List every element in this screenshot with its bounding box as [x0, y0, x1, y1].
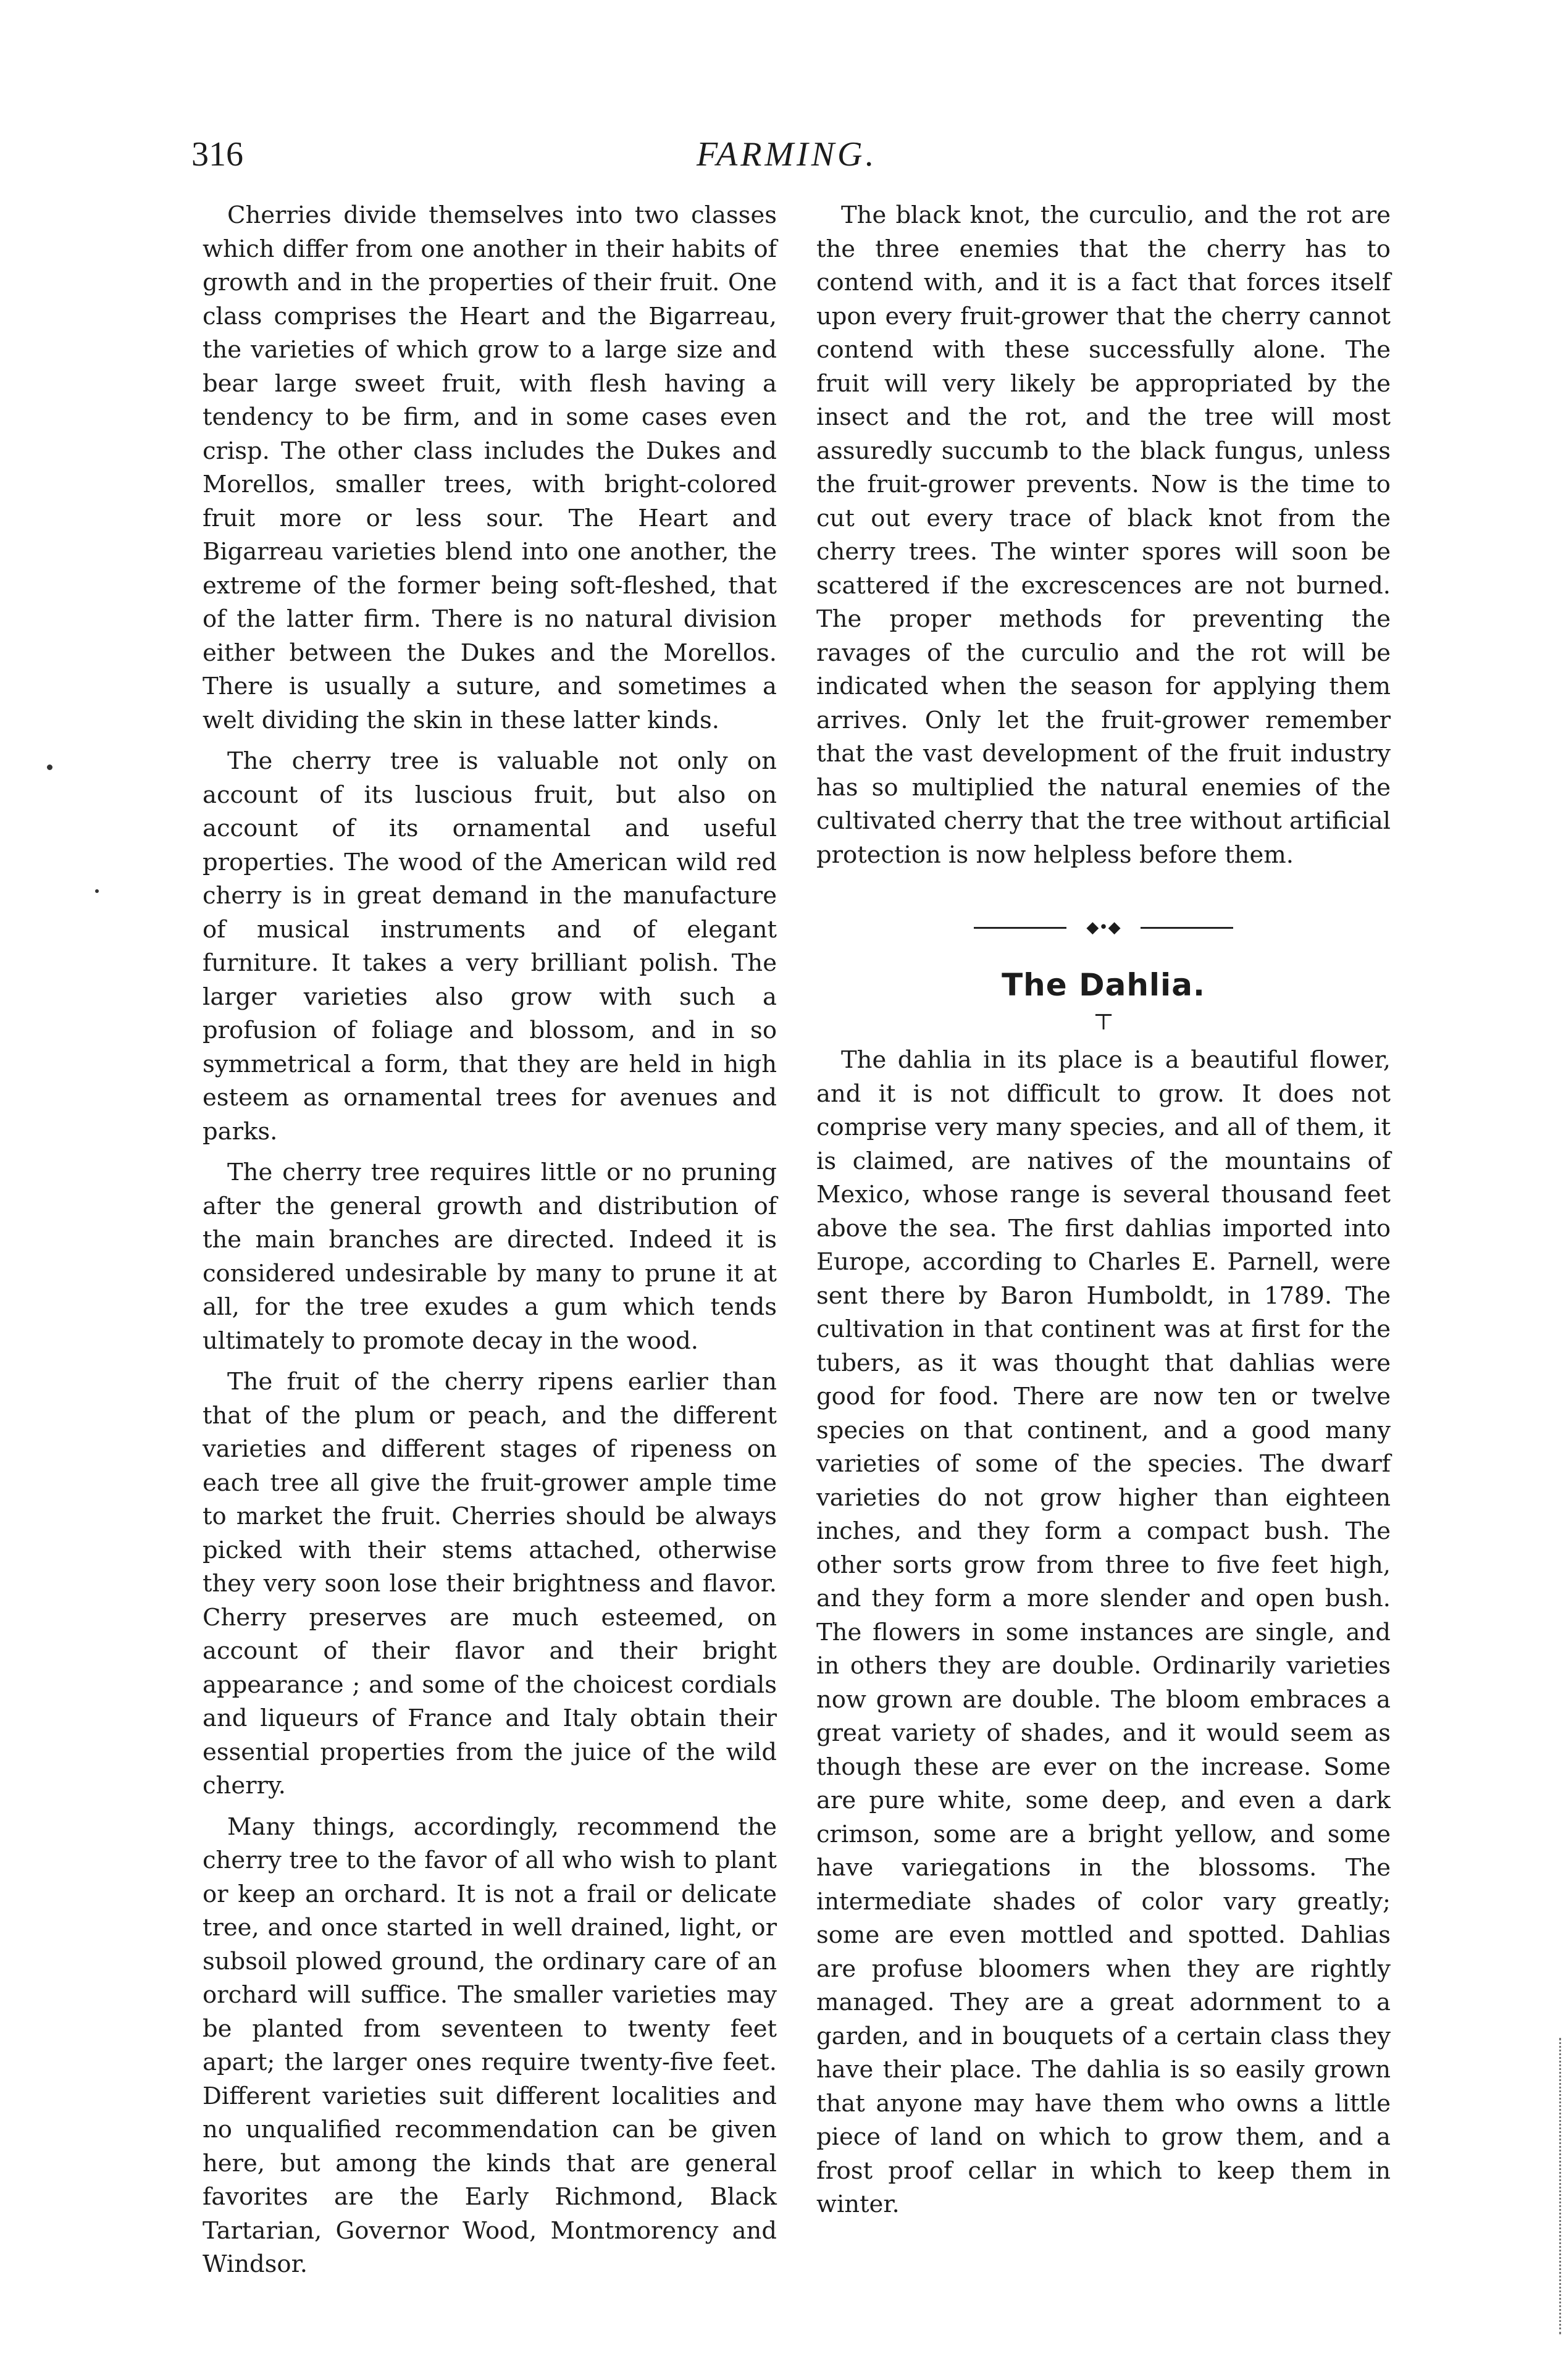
paragraph: Many things, accordingly, recommend the cherry tree to the favor of all who wish to plant or keep an orchard. It is not a frail or delicate tree, and once started in well drained, light, or subsoil plowed ground, the ordinary care of an orchard will suffice. The smaller varieties may be planted from seventeen to twenty feet apart; the larger ones require twenty-five feet. Different varieties suit different localities and no unqualified recommendation can be given here, but among the kinds that are general favorites are the Early Richmond, Black Tartarian, Governor Wood, Montmorency and Windsor.	[203, 1812, 777, 2278]
section-title: The Dahlia.	[1002, 967, 1205, 1003]
paragraph: The cherry tree requires little or no pruning after the general growth and distribution of the main branches are directed. Indeed it is considered undesirable by many to prune it at all, for the tree exudes a gum which tends ultimately to promote decay in the wood.	[203, 1159, 777, 1355]
running-title: FARMING.	[697, 135, 877, 174]
margin-dot	[95, 889, 99, 893]
paragraph: The dahlia in its place is a beautiful flower, and it is not difficult to grow. It does not comprise very many species, and all of them, it is claimed, are natives of the mountains of Mexico, whose range is several thousand feet above the sea. The first dahlias imported into Europe, according to Charles E. Parnell, were sent there by Baron Humboldt, in 1789. The cultivation in that continent was at first for the tubers, as it was thought that dahlias were good for food. There are now ten or twelve species on that continent, and a good many varieties of some of the species. The dwarf varieties do not grow higher than eighteen inches, and they form a compact bush. The other sorts grow from three to five feet high, and they form a more slender and open bush. The flowers in some instances are single, and in others they are double. Ordinarily varieties now grown are double. The bloom embraces a great variety of shades, and it would seem as though these are ever on the increase. Some are pure white, some deep, and even a dark crimson, some are a bright yellow, and some have variegations in the blossoms. The intermediate shades of color vary greatly; some are even mottled and spotted. Dahlias are profuse bloomers when they are rightly managed. They are a great adornment to a garden, and in bouquets of a certain class they have their place. The dahlia is so easily grown that anyone may have them who owns a little piece of land on which to grow them, and a frost proof cellar in which to keep them in winter.	[816, 1046, 1391, 2218]
scan-edge-mark	[1559, 2038, 1561, 2334]
section-divider	[974, 920, 1233, 935]
paragraph: The cherry tree is valuable not only on account of its luscious fruit, but also on account of its ornamental and useful properties. The wood of the American wild red cherry is in great demand in the manufacture of musical instruments and of elegant furniture. It takes a very brilliant polish. The larger varieties also grow with such a profusion of foliage and blossom, and in so symmetrical a form, that they are held in high esteem as ornamental trees for avenues and parks.	[203, 747, 777, 1146]
divider-rule-right	[1141, 927, 1233, 929]
paragraph: The fruit of the cherry ripens earlier than that of the plum or peach, and the different varieties and different stages of ripeness on each tree all give the fruit-grower ample time to market the fruit. Cherries should be always picked with their stems attached, otherwise they very soon lose their brightness and flavor. Cherry preserves are much esteemed, on account of their flavor and their bright appearance ; and some of the choicest cordials and liqueurs of France and Italy obtain their essential properties from the juice of the wild cherry.	[203, 1368, 777, 1800]
page-header	[0, 130, 1566, 185]
diamond-ornament-icon: ◆•◆	[1086, 918, 1121, 937]
paragraph: Cherries divide themselves into two classes which differ from one another in their habits of growth and in the properties of their fruit. One class comprises the Heart and the Bigarreau, the varieties of which grow to a large size and bear large sweet fruit, with flesh having a tendency to be firm, and in some cases even crisp. The other class includes the Dukes and Morellos, smaller trees, with bright-colored fruit more or less sour. The Heart and Bigarreau varieties blend into one another, the extreme of the former being soft-fleshed, that of the latter firm. There is no natural division either between the Dukes and the Morellos. There is usually a suture, and sometimes a welt dividing the skin in these latter kinds.	[203, 201, 777, 734]
divider-rule-left	[974, 927, 1066, 929]
right-column	[816, 199, 1391, 2229]
left-column	[203, 199, 777, 2289]
title-mark: ⊤	[1093, 1010, 1114, 1035]
page-number: 316	[191, 135, 243, 174]
paragraph: The black knot, the curculio, and the rot are the three enemies that the cherry has to contend with, and it is a fact that forces itself upon every fruit-grower that the cherry cannot contend with these successfully alone. The fruit will very likely be appropriated by the insect and the rot, and the tree will most assuredly succumb to the black fungus, unless the fruit-grower prevents. Now is the time to cut out every trace of black knot from the cherry trees. The winter spores will soon be scattered if the excrescences are not burned. The proper methods for preventing the ravages of the curculio and the rot will be indicated when the season for applying them arrives. Only let the fruit-grower remember that the vast development of the fruit industry has so multiplied the natural enemies of the cultivated cherry that the tree without artificial protection is now helpless before them.	[816, 201, 1391, 869]
margin-dot	[47, 765, 52, 770]
